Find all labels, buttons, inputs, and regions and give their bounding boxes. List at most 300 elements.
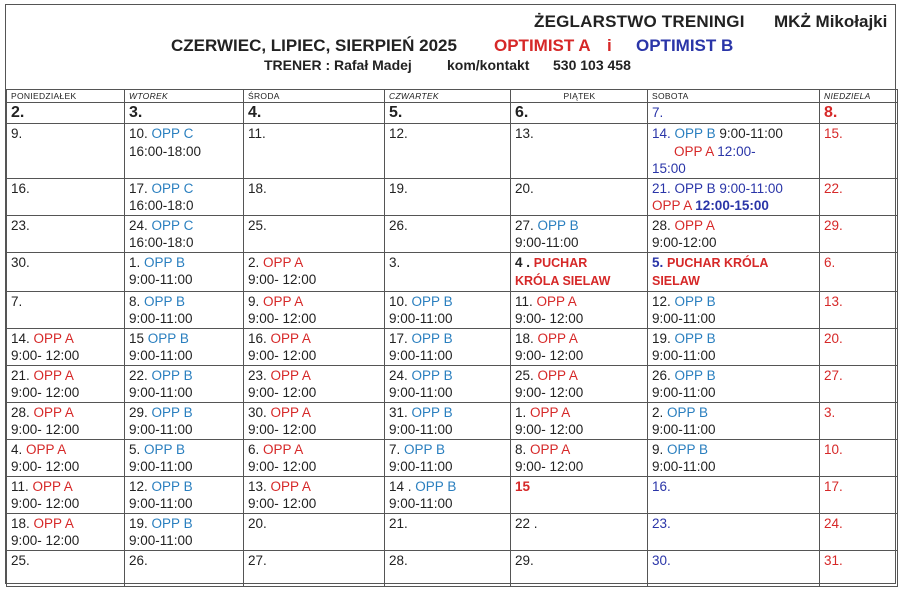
calendar-day-cell bbox=[820, 291, 898, 328]
calendar-day-cell bbox=[125, 215, 244, 252]
day-number: 31. bbox=[389, 404, 408, 420]
cell-line bbox=[11, 180, 121, 198]
cell-line bbox=[652, 293, 816, 311]
calendar-day-cell bbox=[244, 402, 385, 439]
cell-line bbox=[652, 515, 816, 533]
cell-line bbox=[824, 515, 894, 533]
cell-line bbox=[389, 458, 507, 476]
day-number: 2. bbox=[11, 104, 25, 121]
cell-line bbox=[652, 180, 816, 198]
calendar-day-cell bbox=[511, 476, 648, 513]
day-number: 5. bbox=[129, 441, 141, 457]
weekday-header: ŚRODA bbox=[244, 90, 385, 103]
cell-line bbox=[824, 330, 894, 348]
cell-line bbox=[515, 254, 644, 273]
cell-line bbox=[389, 104, 507, 122]
session-time: 9:00-11:00 bbox=[652, 385, 716, 400]
calendar-day-cell bbox=[7, 124, 125, 179]
calendar-day-cell bbox=[125, 439, 244, 476]
day-number: 11. bbox=[515, 293, 533, 309]
cell-line bbox=[824, 254, 894, 272]
cell-line bbox=[389, 293, 507, 311]
cell-line bbox=[824, 441, 894, 459]
club-name: MKŻ Mikołajki bbox=[774, 12, 888, 31]
calendar-week-row bbox=[7, 402, 898, 439]
day-number: 27. bbox=[248, 552, 267, 568]
cell-line bbox=[652, 458, 816, 476]
schedule-sheet bbox=[5, 4, 896, 584]
day-number: 21. bbox=[389, 515, 408, 531]
session-time: 9:00- 12:00 bbox=[248, 348, 317, 363]
cell-line bbox=[824, 217, 894, 235]
cell-line bbox=[11, 125, 121, 143]
session-time: 12:00-15:00 bbox=[695, 198, 769, 213]
cell-line bbox=[248, 458, 381, 476]
calendar-day-cell bbox=[820, 178, 898, 215]
day-number: 27. bbox=[515, 217, 534, 233]
calendar-day-cell bbox=[125, 124, 244, 179]
cell-line bbox=[11, 104, 121, 122]
day-number: 2. bbox=[652, 404, 664, 420]
group-b-tag: OPP B bbox=[151, 515, 193, 531]
group-a-tag: OPP A bbox=[263, 254, 304, 270]
day-number: 21. bbox=[652, 180, 671, 196]
cell-line bbox=[389, 330, 507, 348]
group-a-tag: OPP A bbox=[270, 330, 311, 346]
day-number: 20. bbox=[824, 330, 843, 346]
calendar-day-cell bbox=[511, 328, 648, 365]
cell-line bbox=[248, 310, 381, 328]
day-number: 30. bbox=[652, 552, 671, 568]
weekday-header: WTOREK bbox=[125, 90, 244, 103]
day-number: 14 . bbox=[389, 478, 412, 494]
group-b-tag: OPP B bbox=[144, 293, 186, 309]
cell-line bbox=[389, 180, 507, 198]
group-a-tag: OPP A bbox=[263, 293, 304, 309]
day-number: 28. bbox=[389, 552, 408, 568]
session-time: 16:00-18:00 bbox=[129, 143, 202, 159]
day-number: 10. bbox=[389, 293, 408, 309]
cell-line bbox=[515, 234, 644, 252]
day-number: 13. bbox=[824, 293, 843, 309]
day-number: 5. bbox=[389, 104, 403, 121]
session-time: 15:00 bbox=[652, 161, 686, 176]
cell-line bbox=[129, 441, 240, 459]
day-number: 20. bbox=[248, 515, 267, 531]
cell-line bbox=[248, 441, 381, 459]
calendar-day-cell bbox=[385, 178, 511, 215]
calendar-day-cell bbox=[385, 252, 511, 291]
cell-line bbox=[389, 367, 507, 385]
group-a-tag: OPP A bbox=[537, 330, 578, 346]
cell-line bbox=[515, 384, 644, 402]
calendar-day-cell bbox=[511, 550, 648, 586]
cell-line bbox=[652, 330, 816, 348]
cell-line bbox=[389, 478, 507, 496]
training-calendar bbox=[6, 89, 898, 587]
session-time: 9:00- 12:00 bbox=[248, 272, 317, 287]
calendar-day-cell bbox=[648, 402, 820, 439]
cell-line bbox=[129, 495, 240, 513]
calendar-week-row bbox=[7, 439, 898, 476]
day-number: 3. bbox=[129, 104, 143, 121]
cell-line bbox=[248, 293, 381, 311]
calendar-day-cell bbox=[820, 439, 898, 476]
day-number: 1. bbox=[515, 404, 527, 420]
cell-line bbox=[129, 384, 240, 402]
group-a-tag: OPP A bbox=[33, 404, 74, 420]
calendar-day-cell bbox=[7, 513, 125, 550]
group-b-tag: OPP B bbox=[404, 441, 446, 457]
session-time: 9:00-11:00 bbox=[389, 311, 453, 326]
cell-line bbox=[515, 180, 644, 198]
calendar-day-cell bbox=[244, 215, 385, 252]
session-time: 9:00- 12:00 bbox=[515, 311, 584, 326]
group-b-tag: OPP B bbox=[411, 293, 453, 309]
calendar-day-cell bbox=[244, 476, 385, 513]
session-time: 9:00-11:00 bbox=[129, 533, 193, 548]
cell-line bbox=[515, 441, 644, 459]
day-number: 13. bbox=[248, 478, 267, 494]
cell-line bbox=[652, 234, 816, 252]
cell-line bbox=[652, 143, 816, 161]
session-time: 9:00- 12:00 bbox=[11, 422, 80, 437]
cell-line bbox=[515, 478, 644, 496]
cell-line bbox=[824, 404, 894, 422]
cell-line bbox=[248, 347, 381, 365]
cell-line bbox=[389, 421, 507, 439]
calendar-day-cell bbox=[820, 124, 898, 179]
group-a-tag: OPP A bbox=[270, 404, 311, 420]
day-number: 22 . bbox=[515, 515, 538, 531]
session-time: 9:00- 12:00 bbox=[11, 385, 80, 400]
day-number: 10. bbox=[824, 441, 843, 457]
day-number: 8. bbox=[824, 104, 838, 121]
session-time: 9:00- 12:00 bbox=[515, 422, 584, 437]
session-time: 9:00- 12:00 bbox=[11, 348, 80, 363]
calendar-week-row bbox=[7, 215, 898, 252]
group-b-tag: OPP B bbox=[674, 180, 716, 196]
day-number: 5. bbox=[652, 254, 664, 270]
cell-line bbox=[389, 552, 507, 570]
calendar-day-cell bbox=[7, 328, 125, 365]
session-time: 9:00-11:00 bbox=[389, 496, 453, 511]
phone-number: 530 103 458 bbox=[553, 57, 631, 73]
cell-line bbox=[11, 330, 121, 348]
day-number: 28. bbox=[11, 404, 30, 420]
day-number: 3. bbox=[389, 254, 401, 270]
day-number: 18. bbox=[11, 515, 30, 531]
cell-line bbox=[652, 160, 816, 178]
cell-line bbox=[11, 552, 121, 570]
calendar-day-cell bbox=[125, 252, 244, 291]
cell-line bbox=[652, 552, 816, 570]
cell-line bbox=[652, 125, 816, 143]
group-a-tag: OPP A bbox=[536, 293, 577, 309]
day-number: 21. bbox=[11, 367, 30, 383]
calendar-day-cell bbox=[125, 178, 244, 215]
weekday-header: PIĄTEK bbox=[511, 90, 648, 103]
calendar-day-cell bbox=[820, 252, 898, 291]
calendar-day-cell bbox=[511, 178, 648, 215]
day-number: 29. bbox=[515, 552, 534, 568]
session-time: 9:00-11:00 bbox=[389, 459, 453, 474]
cell-line bbox=[515, 552, 644, 570]
group-connector: i bbox=[607, 36, 612, 55]
cell-line bbox=[652, 478, 816, 496]
cell-line bbox=[129, 478, 240, 496]
session-time: 9:00-11:00 bbox=[719, 126, 783, 141]
day-number: 18. bbox=[515, 330, 534, 346]
calendar-day-cell bbox=[648, 124, 820, 179]
session-time: 12:00- bbox=[717, 143, 756, 159]
day-number: 25. bbox=[248, 217, 267, 233]
cell-line bbox=[824, 180, 894, 198]
day-number: 28. bbox=[652, 217, 671, 233]
day-number: 23. bbox=[11, 217, 30, 233]
cell-line bbox=[248, 125, 381, 143]
cell-line bbox=[248, 254, 381, 272]
cell-line bbox=[129, 552, 240, 570]
cell-line bbox=[129, 125, 240, 143]
day-number: 29. bbox=[129, 404, 148, 420]
calendar-day-cell bbox=[385, 365, 511, 402]
cell-line bbox=[824, 293, 894, 311]
session-time: 9:00- 12:00 bbox=[11, 459, 80, 474]
cell-line bbox=[129, 197, 240, 215]
session-time: 9:00-11:00 bbox=[515, 235, 579, 250]
day-number: 16. bbox=[652, 478, 671, 494]
calendar-day-cell bbox=[244, 178, 385, 215]
calendar-day-cell bbox=[7, 252, 125, 291]
group-a-tag: OPP A bbox=[33, 367, 74, 383]
calendar-day-cell bbox=[511, 365, 648, 402]
calendar-day-cell bbox=[648, 103, 820, 124]
cell-line bbox=[129, 271, 240, 289]
cell-line bbox=[129, 330, 240, 348]
session-time: 9:00-11:00 bbox=[129, 385, 193, 400]
cell-line bbox=[248, 478, 381, 496]
cell-line bbox=[824, 104, 894, 122]
calendar-day-cell bbox=[511, 291, 648, 328]
day-number: 30. bbox=[248, 404, 267, 420]
session-time: 9:00-11:00 bbox=[129, 311, 193, 326]
group-a-tag: OPP A bbox=[26, 441, 67, 457]
day-number: 25. bbox=[515, 367, 534, 383]
group-b-tag: OPP B bbox=[674, 367, 716, 383]
session-time: 9:00-11:00 bbox=[652, 311, 716, 326]
cell-line bbox=[515, 367, 644, 385]
cell-line bbox=[389, 254, 507, 272]
event-name: SIELAW bbox=[652, 274, 700, 288]
calendar-day-cell bbox=[385, 402, 511, 439]
cell-line bbox=[652, 441, 816, 459]
cell-line bbox=[515, 330, 644, 348]
calendar-day-cell bbox=[244, 124, 385, 179]
calendar-day-cell bbox=[385, 124, 511, 179]
day-number: 6. bbox=[824, 254, 836, 270]
day-number: 16. bbox=[11, 180, 30, 196]
session-time: 9:00-11:00 bbox=[652, 348, 716, 363]
weekday-header: NIEDZIELA bbox=[820, 90, 898, 103]
day-number: 17. bbox=[129, 180, 148, 196]
cell-line bbox=[248, 180, 381, 198]
cell-line bbox=[248, 217, 381, 235]
calendar-day-cell bbox=[7, 550, 125, 586]
cell-line bbox=[515, 125, 644, 143]
day-number: 6. bbox=[248, 441, 260, 457]
calendar-day-cell bbox=[125, 513, 244, 550]
session-time: 9:00- 12:00 bbox=[248, 459, 317, 474]
calendar-day-cell bbox=[385, 476, 511, 513]
session-time: 9:00- 12:00 bbox=[248, 422, 317, 437]
cell-line bbox=[652, 367, 816, 385]
calendar-day-cell bbox=[244, 550, 385, 586]
day-number: 6. bbox=[515, 104, 529, 121]
group-b-tag: OPP C bbox=[151, 217, 194, 233]
day-number: 7. bbox=[389, 441, 401, 457]
group-b-tag: OPP B bbox=[674, 126, 716, 141]
schedule-title: ŻEGLARSTWO TRENINGI bbox=[534, 12, 745, 31]
group-a-tag: OPP A bbox=[270, 478, 311, 494]
calendar-day-cell bbox=[511, 103, 648, 124]
cell-line bbox=[11, 478, 121, 496]
day-number: 24. bbox=[129, 217, 148, 233]
cell-line bbox=[129, 104, 240, 122]
day-number: 26. bbox=[652, 367, 671, 383]
session-time: 9:00-11:00 bbox=[389, 385, 453, 400]
cell-line bbox=[129, 310, 240, 328]
cell-line bbox=[11, 293, 121, 311]
session-time: 9:00- 12:00 bbox=[11, 533, 80, 548]
event-name: PUCHAR KRÓLA bbox=[667, 255, 769, 270]
session-time: 9:00-11:00 bbox=[719, 180, 783, 196]
trainer-label: TRENER : Rafał Madej bbox=[264, 57, 412, 73]
event-name: KRÓLA SIELAW bbox=[515, 274, 611, 288]
calendar-day-cell bbox=[125, 402, 244, 439]
calendar-day-cell bbox=[7, 402, 125, 439]
event-name: PUCHAR bbox=[533, 255, 588, 270]
cell-line bbox=[652, 384, 816, 402]
group-b-tag: OPP C bbox=[151, 126, 194, 141]
calendar-day-cell bbox=[7, 291, 125, 328]
group-b-tag: OPP B bbox=[411, 330, 453, 346]
cell-line bbox=[248, 552, 381, 570]
cell-line bbox=[129, 458, 240, 476]
calendar-day-cell bbox=[820, 215, 898, 252]
cell-line bbox=[11, 532, 121, 550]
cell-line bbox=[824, 367, 894, 385]
cell-line bbox=[515, 458, 644, 476]
group-b-tag: OPP B bbox=[415, 478, 457, 494]
cell-line bbox=[652, 347, 816, 365]
cell-line bbox=[515, 272, 644, 291]
cell-line bbox=[515, 310, 644, 328]
cell-line bbox=[129, 404, 240, 422]
cell-line bbox=[248, 421, 381, 439]
group-b-tag: OPP B bbox=[537, 217, 579, 233]
cell-line bbox=[248, 515, 381, 533]
cell-line bbox=[389, 495, 507, 513]
group-a-tag: OPP A bbox=[652, 198, 692, 213]
group-b-tag: OPP B bbox=[144, 254, 186, 270]
day-number: 24. bbox=[824, 515, 843, 531]
session-time: 9:00-11:00 bbox=[652, 459, 716, 474]
session-time: 9:00-11:00 bbox=[652, 422, 716, 437]
day-number: 16. bbox=[248, 330, 267, 346]
day-number: 20. bbox=[515, 180, 534, 196]
day-number: 29. bbox=[824, 217, 843, 233]
months-label: CZERWIEC, LIPIEC, SIERPIEŃ 2025 bbox=[171, 36, 457, 55]
session-time: 9:00-11:00 bbox=[129, 422, 193, 437]
calendar-day-cell bbox=[511, 439, 648, 476]
day-number: 4. bbox=[248, 104, 262, 121]
cell-line bbox=[129, 180, 240, 198]
cell-line bbox=[129, 293, 240, 311]
calendar-day-cell bbox=[125, 291, 244, 328]
weekday-header: CZWARTEK bbox=[385, 90, 511, 103]
day-number: 26. bbox=[129, 552, 148, 568]
cell-line bbox=[652, 254, 816, 273]
day-number: 7. bbox=[652, 105, 664, 120]
cell-line bbox=[389, 441, 507, 459]
calendar-day-cell bbox=[125, 328, 244, 365]
day-number: 23. bbox=[652, 515, 671, 531]
calendar-day-cell bbox=[511, 215, 648, 252]
cell-line bbox=[11, 347, 121, 365]
cell-line bbox=[515, 293, 644, 311]
calendar-week-row bbox=[7, 252, 898, 291]
day-number: 8. bbox=[129, 293, 141, 309]
day-number: 13. bbox=[515, 126, 534, 141]
calendar-day-cell bbox=[244, 513, 385, 550]
day-number: 11. bbox=[248, 126, 266, 141]
day-number: 3. bbox=[824, 404, 836, 420]
calendar-day-cell bbox=[820, 365, 898, 402]
calendar-day-cell bbox=[385, 513, 511, 550]
day-number: 9. bbox=[11, 126, 23, 141]
cell-line bbox=[11, 458, 121, 476]
contact-label: kom/kontakt bbox=[447, 57, 530, 73]
cell-line bbox=[248, 330, 381, 348]
day-number: 15 bbox=[129, 330, 145, 346]
group-a-tag: OPP A bbox=[537, 367, 578, 383]
calendar-day-cell bbox=[385, 291, 511, 328]
calendar-day-cell bbox=[648, 328, 820, 365]
cell-line bbox=[129, 347, 240, 365]
calendar-week-row bbox=[7, 124, 898, 179]
day-number: 14. bbox=[11, 330, 30, 346]
group-b-tag: OPP B bbox=[151, 404, 193, 420]
calendar-day-cell bbox=[511, 124, 648, 179]
session-time: 9:00- 12:00 bbox=[515, 348, 584, 363]
session-time: 9:00- 12:00 bbox=[248, 385, 317, 400]
day-number: 10. bbox=[129, 126, 148, 141]
cell-line bbox=[11, 441, 121, 459]
session-time: 9:00-11:00 bbox=[389, 422, 453, 437]
weekday-header: PONIEDZIAŁEK bbox=[7, 90, 125, 103]
calendar-day-cell bbox=[648, 550, 820, 586]
calendar-day-cell bbox=[648, 365, 820, 402]
calendar-day-cell bbox=[648, 252, 820, 291]
cell-line bbox=[389, 217, 507, 235]
calendar-day-cell bbox=[820, 513, 898, 550]
day-number: 26. bbox=[389, 217, 408, 233]
day-number: 9. bbox=[652, 441, 664, 457]
calendar-day-cell bbox=[7, 103, 125, 124]
session-time: 9:00-11:00 bbox=[129, 272, 193, 287]
group-b-tag: OPP B bbox=[411, 404, 453, 420]
